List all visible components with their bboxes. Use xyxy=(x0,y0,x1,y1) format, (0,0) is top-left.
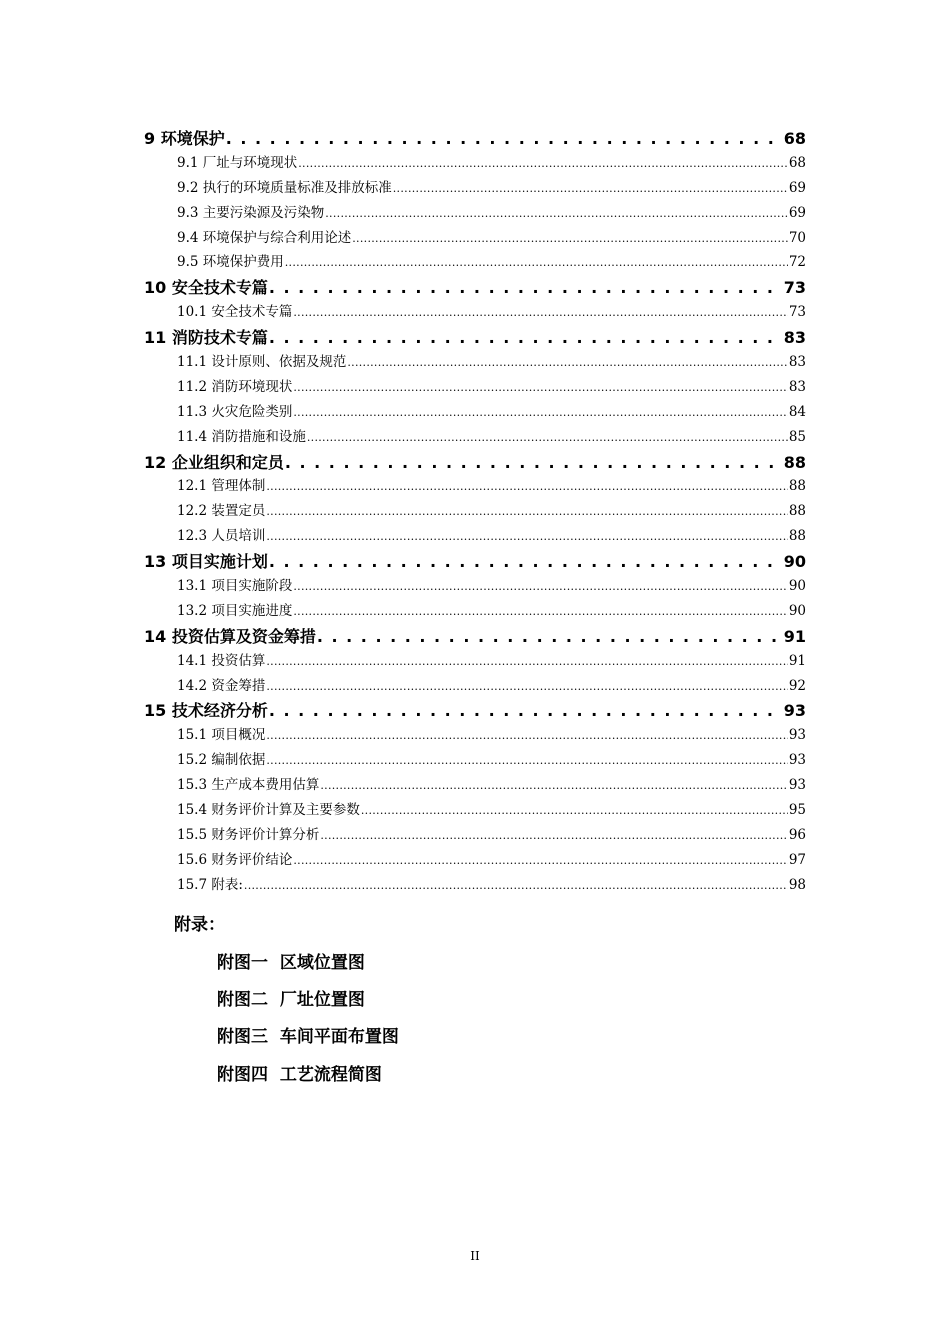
toc-entry-page: 88 xyxy=(788,528,806,545)
dot-leader xyxy=(266,528,787,544)
dot-leader xyxy=(293,852,787,868)
toc-entry-label: 15.7 附表: xyxy=(177,876,243,893)
dot-leader xyxy=(266,727,787,743)
toc-section-entry[interactable] xyxy=(144,176,806,201)
dot-leader xyxy=(269,701,783,720)
dot-leader xyxy=(266,503,787,519)
toc-entry-page: 90 xyxy=(788,578,806,595)
table-of-contents xyxy=(144,126,806,898)
toc-entry-page: 84 xyxy=(788,403,806,420)
toc-entry-page: 90 xyxy=(783,552,806,572)
dot-leader xyxy=(285,453,783,472)
dot-leader xyxy=(298,155,788,171)
page-number: II xyxy=(470,1249,480,1263)
toc-entry-label: 12 企业组织和定员 xyxy=(144,452,284,472)
toc-entry-label: 11.4 消防措施和设施 xyxy=(177,428,306,445)
appendix-item: 附图四 工艺流程简图 xyxy=(217,1064,382,1085)
dot-leader xyxy=(347,354,787,370)
toc-entry-label: 15.2 编制依据 xyxy=(177,752,266,769)
toc-section-entry[interactable] xyxy=(144,375,806,400)
dot-leader xyxy=(293,404,787,420)
toc-entry-label: 9.5 环境保护费用 xyxy=(177,254,284,271)
toc-section-entry[interactable] xyxy=(144,823,806,848)
toc-entry-label: 15.5 财务评价计算分析 xyxy=(177,826,320,843)
toc-entry-label: 12.1 管理体制 xyxy=(177,478,266,495)
toc-section-entry[interactable] xyxy=(144,350,806,375)
toc-entry-label: 14.2 资金筹措 xyxy=(177,677,266,694)
dot-leader xyxy=(317,627,783,646)
toc-entry-page: 83 xyxy=(788,378,806,395)
appendix-item: 附图三 车间平面布置图 xyxy=(217,1027,399,1048)
toc-entry-label: 9.4 环境保护与综合利用论述 xyxy=(177,229,352,246)
toc-section-entry[interactable] xyxy=(144,226,806,251)
dot-leader xyxy=(266,678,787,694)
dot-leader xyxy=(393,180,788,196)
toc-chapter-entry[interactable] xyxy=(144,450,806,475)
toc-entry-label: 14 投资估算及资金筹措 xyxy=(144,626,316,646)
toc-chapter-entry[interactable] xyxy=(144,325,806,350)
dot-leader xyxy=(269,328,783,347)
toc-chapter-entry[interactable] xyxy=(144,549,806,574)
toc-chapter-entry[interactable] xyxy=(144,126,806,151)
toc-entry-label: 15 技术经济分析 xyxy=(144,701,268,721)
dot-leader xyxy=(293,603,787,619)
toc-entry-page: 98 xyxy=(788,876,806,893)
toc-entry-page: 68 xyxy=(783,129,806,148)
toc-section-entry[interactable] xyxy=(144,151,806,176)
toc-chapter-entry[interactable] xyxy=(144,624,806,649)
toc-section-entry[interactable] xyxy=(144,873,806,898)
toc-entry-label: 11.3 火灾危险类别 xyxy=(177,403,293,420)
toc-chapter-entry[interactable] xyxy=(144,275,806,300)
toc-entry-label: 11 消防技术专篇 xyxy=(144,328,268,348)
toc-entry-label: 9 环境保护 xyxy=(144,129,225,148)
dot-leader xyxy=(226,129,783,148)
dot-leader xyxy=(244,877,788,893)
toc-section-entry[interactable] xyxy=(144,574,806,599)
toc-entry-page: 93 xyxy=(788,727,806,744)
toc-entry-label: 15.6 财务评价结论 xyxy=(177,851,293,868)
toc-section-entry[interactable] xyxy=(144,400,806,425)
toc-section-entry[interactable] xyxy=(144,773,806,798)
toc-section-entry[interactable] xyxy=(144,748,806,773)
dot-leader xyxy=(320,777,787,793)
toc-entry-label: 12.3 人员培训 xyxy=(177,528,266,545)
toc-entry-label: 9.2 执行的环境质量标准及排放标准 xyxy=(177,179,392,196)
toc-section-entry[interactable] xyxy=(144,798,806,823)
toc-section-entry[interactable] xyxy=(144,674,806,699)
toc-chapter-entry[interactable] xyxy=(144,698,806,723)
toc-section-entry[interactable] xyxy=(144,300,806,325)
toc-entry-page: 88 xyxy=(788,478,806,495)
toc-entry-page: 68 xyxy=(788,154,806,171)
dot-leader xyxy=(266,653,787,669)
dot-leader xyxy=(285,254,788,270)
toc-section-entry[interactable] xyxy=(144,848,806,873)
toc-entry-page: 72 xyxy=(788,254,806,271)
appendix-item: 附图二 厂址位置图 xyxy=(217,990,365,1011)
toc-entry-page: 69 xyxy=(788,179,806,196)
toc-section-entry[interactable] xyxy=(144,723,806,748)
dot-leader xyxy=(266,752,787,768)
toc-entry-label: 15.4 财务评价计算及主要参数 xyxy=(177,802,360,819)
toc-entry-page: 73 xyxy=(783,278,806,298)
toc-section-entry[interactable] xyxy=(144,599,806,624)
toc-entry-page: 91 xyxy=(788,652,806,669)
toc-entry-page: 70 xyxy=(788,229,806,246)
dot-leader xyxy=(293,379,787,395)
toc-entry-page: 88 xyxy=(783,452,806,472)
toc-entry-label: 10 安全技术专篇 xyxy=(144,278,268,298)
toc-entry-label: 15.3 生产成本费用估算 xyxy=(177,777,320,794)
toc-section-entry[interactable] xyxy=(144,425,806,450)
dot-leader xyxy=(293,578,787,594)
dot-leader xyxy=(320,827,787,843)
dot-leader xyxy=(269,552,783,571)
toc-entry-page: 83 xyxy=(783,328,806,348)
toc-entry-page: 73 xyxy=(788,304,806,321)
toc-entry-page: 91 xyxy=(783,626,806,646)
toc-entry-label: 15.1 项目概况 xyxy=(177,727,266,744)
toc-entry-page: 92 xyxy=(788,677,806,694)
appendix-heading: 附录： xyxy=(174,915,225,935)
dot-leader xyxy=(361,802,788,818)
dot-leader xyxy=(325,205,788,221)
toc-entry-label: 13 项目实施计划 xyxy=(144,552,268,572)
dot-leader xyxy=(352,230,788,246)
toc-section-entry[interactable] xyxy=(144,524,806,549)
toc-entry-page: 69 xyxy=(788,204,806,221)
toc-entry-label: 11.1 设计原则、依据及规范 xyxy=(177,354,347,371)
toc-entry-label: 14.1 投资估算 xyxy=(177,652,266,669)
appendix-list xyxy=(217,948,399,1097)
toc-section-entry[interactable] xyxy=(144,250,806,275)
toc-entry-page: 85 xyxy=(788,428,806,445)
toc-entry-page: 96 xyxy=(788,826,806,843)
dot-leader xyxy=(269,278,783,297)
toc-entry-page: 90 xyxy=(788,602,806,619)
toc-entry-page: 95 xyxy=(788,802,806,819)
toc-entry-page: 93 xyxy=(788,752,806,769)
toc-entry-label: 13.1 项目实施阶段 xyxy=(177,578,293,595)
toc-section-entry[interactable] xyxy=(144,499,806,524)
toc-entry-page: 88 xyxy=(788,503,806,520)
toc-entry-label: 13.2 项目实施进度 xyxy=(177,602,293,619)
dot-leader xyxy=(293,304,787,320)
dot-leader xyxy=(266,478,787,494)
toc-section-entry[interactable] xyxy=(144,649,806,674)
toc-section-entry[interactable] xyxy=(144,474,806,499)
dot-leader xyxy=(307,429,788,445)
toc-entry-label: 12.2 装置定员 xyxy=(177,503,266,520)
toc-entry-page: 97 xyxy=(788,851,806,868)
appendix-item: 附图一 区域位置图 xyxy=(217,953,365,973)
toc-section-entry[interactable] xyxy=(144,201,806,226)
toc-entry-label: 9.1 厂址与环境现状 xyxy=(177,154,298,171)
toc-entry-label: 10.1 安全技术专篇 xyxy=(177,304,293,321)
toc-entry-page: 93 xyxy=(788,777,806,794)
toc-entry-page: 83 xyxy=(788,354,806,371)
toc-entry-page: 93 xyxy=(783,701,806,721)
toc-entry-label: 9.3 主要污染源及污染物 xyxy=(177,204,325,221)
toc-entry-label: 11.2 消防环境现状 xyxy=(177,378,293,395)
